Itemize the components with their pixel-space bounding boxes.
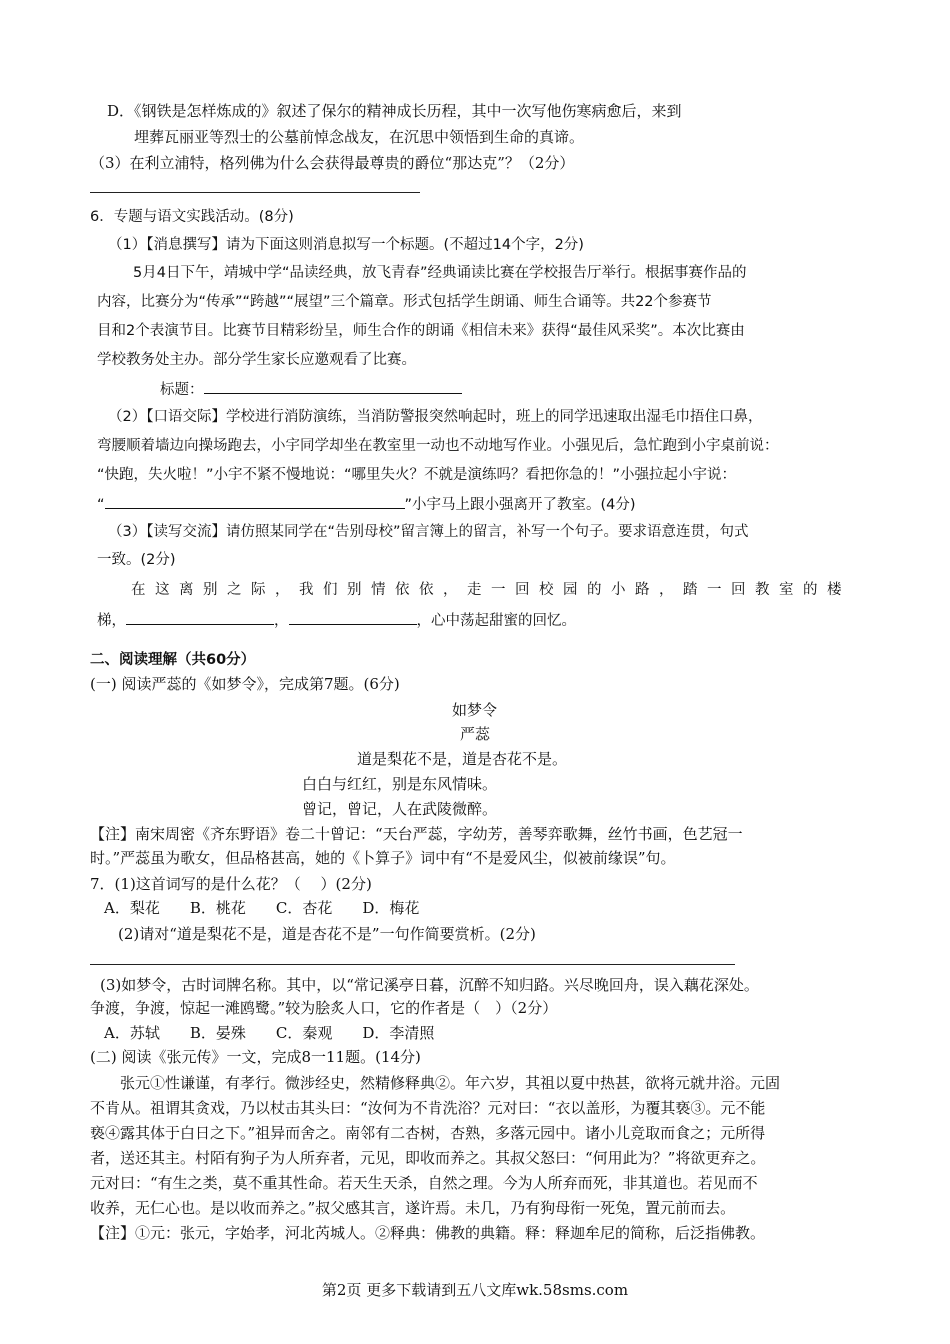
- q6-title-label: 标题：: [160, 382, 204, 398]
- passage-line4: 者，送还其主。村陌有狗子为人所弃者，元见，即收而养之。其叔父怒曰：“何用此为？”将欲更弃之。: [90, 1149, 766, 1167]
- q6-news-line1: 5月4日下午，靖城中学“品读经典，放飞青春”经典诵读比赛在学校报告厅举行。根据事赛作品的: [133, 265, 747, 281]
- q6-title-field: [160, 378, 462, 400]
- q6-news-line3: 目和2个表演节目。比赛节目精彩纷呈，师生合作的朗诵《相信未来》获得“最佳风采奖”。本次比赛由: [97, 323, 745, 339]
- q6-part2-line1: （2）【口语交际】学校进行消防演练，当消防警报突然响起时，班上的同学迅速取出湿毛巾捂住口鼻，: [108, 409, 763, 425]
- q6-message-end: ，心中荡起甜蜜的回忆。: [416, 613, 576, 629]
- q6-message-blank-1[interactable]: [126, 609, 274, 625]
- q7-1-question: 7．(1)这首词写的是什么花？（ ）(2分): [90, 875, 372, 893]
- part1-intro: (一) 阅读严蕊的《如梦令》，完成第7题。(6分): [90, 675, 400, 693]
- poem-note-line1: 【注】南宋周密《齐东野语》卷二十曾记：“天台严蕊，字幼芳，善琴弈歌舞，丝竹书画，色艺冠一: [90, 825, 743, 843]
- passage-line1: 张元①性谦谨，有孝行。微涉经史，然精修释典②。年六岁，其祖以夏中热甚，欲将元就井浴。元固: [120, 1074, 781, 1092]
- q6-title-blank[interactable]: [204, 378, 462, 394]
- poem-title: 如梦令: [452, 701, 498, 719]
- q6-news-line2: 内容，比赛分为“传承”“跨越”“展望”三个篇章。形式包括学生朗诵、师生合诵等。共22个参赛节: [97, 294, 712, 310]
- q7-2-question: (2)请对“道是梨花不是，道是杏花不是”一句作简要赏析。(2分): [118, 925, 536, 943]
- q6-dialogue-blank[interactable]: [105, 493, 405, 509]
- q7-3-line1: (3)如梦令，古时词牌名称。其中，以“常记溪亭日暮，沉醉不知归路。兴尽晚回舟，误入藕花深处。: [100, 976, 759, 994]
- q7-3-line2: 争渡，争渡，惊起一滩鸥鹭。”较为脍炙人口，它的作者是（ ）（2分）: [90, 999, 558, 1017]
- poem-line3: 曾记，曾记，人在武陵微醉。: [302, 800, 498, 818]
- poem-note-line2: 时。”严蕊虽为歌女，但品格甚高，她的《卜算子》词中有“不是爱风尘，似被前缘误”句。: [90, 849, 676, 867]
- q6-open-quote: “: [97, 497, 105, 513]
- passage-line5: 元对曰：“有生之类，莫不重其性命。若天生天杀，自然之理。今为人所弃而死，非其道也。若见而不: [90, 1174, 758, 1192]
- poem-line2: 白白与红红，别是东风情味。: [302, 775, 498, 793]
- q5-option-d-line1: D．《钢铁是怎样炼成的》叙述了保尔的精神成长历程，其中一次写他伤寒病愈后，来到: [107, 102, 682, 120]
- q6-title: 6．专题与语文实践活动。(8分): [90, 209, 294, 225]
- passage-line3: 亵④露其体于白日之下。”祖异而舍之。南邻有二杏树，杏熟，多落元园中。诸小儿竞取而食之；元所得: [90, 1124, 766, 1142]
- passage-line2: 不肯从。祖谓其贪戏，乃以杖击其头曰：“汝何为不肯洗浴？元对曰：“衣以盖形，为覆其亵③。元不能: [90, 1099, 766, 1117]
- q6-message-comma: ，: [274, 613, 289, 629]
- passage-line6: 收养，无仁心也。是以收而养之。”叔父感其言，遂许焉。未几，乃有狗母衔一死兔，置元前而去。: [90, 1199, 736, 1217]
- q6-part3-line1: （3）【读写交流】请仿照某同学在“告别母校”留言簿上的留言，补写一个句子。要求语意连贯，句式: [108, 524, 749, 540]
- q6-part2-ending: ”小宇马上跟小强离开了教室。(4分): [404, 497, 636, 513]
- q7-1-options: A．梨花 B．桃花 C．杏花 D．梅花: [104, 899, 420, 917]
- poem-line1: 道是梨花不是，道是杏花不是。: [357, 750, 568, 768]
- q6-part1-question: （1）【消息撰写】请为下面这则消息拟写一个标题。(不超过14个字，2分): [108, 237, 584, 253]
- q5-answer-line: [90, 192, 420, 193]
- q5-sub3-question: （3）在利立浦特，格列佛为什么会获得最尊贵的爵位“那达克”？（2分）: [90, 154, 575, 172]
- q6-message-line2: [97, 609, 576, 631]
- q7-3-options: A．苏轼 B．晏殊 C．秦观 D．李清照: [104, 1024, 435, 1042]
- q6-part2-line2: 弯腰顺着墙边向操场跑去，小宇同学却坐在教室里一动也不动地写作业。小强见后，急忙跑到小宇桌前说：: [97, 438, 779, 454]
- poem-author: 严蕊: [460, 725, 491, 743]
- q6-news-line4: 学校教务处主办。部分学生家长应邀观看了比赛。: [97, 352, 416, 368]
- q6-message-line1: 在这离别之际，我们别情依依，走一回校园的小路，踏一回教室的楼: [131, 582, 851, 598]
- q6-part3-line2: 一致。(2分): [97, 552, 176, 568]
- q6-message-start: 梯，: [97, 613, 126, 629]
- q6-part2-line3: “快跑，失火啦！”小宇不紧不慢地说：“哪里失火？不就是演练吗？看把你急的！”小强拉起小宇说：: [97, 467, 737, 483]
- q5-option-d-line2: 埋葬瓦丽亚等烈士的公墓前悼念战友，在沉思中领悟到生命的真谛。: [134, 128, 585, 146]
- passage-note: 【注】①元：张元，字始孝，河北芮城人。②释典：佛教的典籍。释：释迦牟尼的简称，后泛指佛教。: [90, 1224, 766, 1242]
- part2-intro: (二) 阅读《张元传》一文，完成8一11题。(14分): [90, 1048, 421, 1066]
- q6-part2-line4: [97, 493, 636, 515]
- q6-message-blank-2[interactable]: [289, 609, 417, 625]
- q7-2-answer-line: [90, 964, 735, 965]
- section2-title: 二、阅读理解（共60分）: [90, 652, 256, 668]
- page-footer: 第2页 更多下载请到五八文库wk.58sms.com: [321, 1281, 629, 1299]
